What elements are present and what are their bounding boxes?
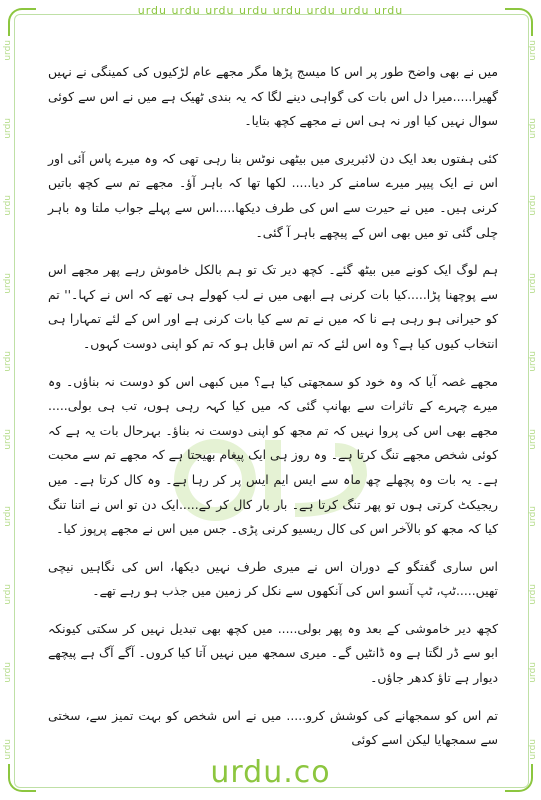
paragraph: کئی ہفتوں بعد ایک دن لائبریری میں بیٹھی نوٹس بنا رہی تھی کہ وہ میرے پاس آئی اور اس نے ایک پیپر میرے سامنے کر دیا..... لکھا تھا کہ باہر آؤ۔ مجھے تم سے کچھ باتیں کرنی ہیں۔ میں نے حیرت سے اس کی طرف دیکھا.....اس سے پہلے جواب ملتا وہ باہر چلی گئی تو میں بھی اس کے پیچھے باہر آ گئی۔ xyxy=(48,150,498,240)
side-label: urdu xyxy=(528,428,538,450)
side-label: urdu xyxy=(3,428,13,450)
side-label: urdu xyxy=(528,661,538,683)
side-label: urdu xyxy=(528,739,538,760)
paragraph: تم اس کو سمجھانے کی کوشش کرو..... میں نے اس شخص کو بہت تمیز سے، سختی سے سمجھایا لیکن اسے کوئی xyxy=(48,707,498,748)
right-side-band xyxy=(527,40,539,760)
side-label: urdu xyxy=(528,195,538,217)
side-label: urdu xyxy=(3,273,13,294)
side-label: urdu xyxy=(528,117,538,139)
paragraph: مجھے غصہ آیا کہ وہ خود کو سمجھتی کیا ہے؟ میں کبھی اس کو دوست نہ بناؤں۔ وہ میرے چہرے کے تاثرات سے بھانپ گئی کہ میں کیا کہہ رہی ہوں، تب ہی بولی..... مجھے بھی اس کی پروا نہیں کہ تم مجھ کو اپنی دوست نہ بناؤ۔ بہرحال بات یہ ہے کہ کوئی شخص مجھے تنگ کرتا ہے۔ وہ روز ہی ایک پیغام بھیجتا ہے کہ مجھے تم سے محبت ہے۔ یہ بات وہ پچھلے چھ ماہ سے ایس ایم ایس پر کر رہا ہے۔ وہ کال کرتا ہے۔ میں ریجیکٹ کرتی ہوں تو پھر تنگ کرتا ہے۔ بار بار کال کر کے.....ایک دن تو اس نے اتنا تنگ کیا کہ مجھ کو بالآخر اس کی کال ریسیو کرنی پڑی۔ جس میں اس نے مجھے پرپوز کیا۔ xyxy=(48,373,498,537)
side-label: urdu xyxy=(528,350,538,372)
side-label: urdu xyxy=(528,583,538,605)
article-body xyxy=(48,60,498,766)
side-label: urdu xyxy=(3,350,13,372)
paragraph: کچھ دیر خاموشی کے بعد وہ پھر بولی..... میں کچھ بھی تبدیل نہیں کر سکتی کیونکہ ابو سے ڈر لگتا ہے وہ ڈانٹیں گے۔ میری سمجھ میں نہیں آتا کیا کروں۔ آگے آگ ہے پیچھے دیوار ہے تاؤ کدھر جاؤں۔ xyxy=(48,620,498,686)
side-label: urdu xyxy=(3,661,13,683)
side-label: urdu xyxy=(3,506,13,527)
paragraph: میں نے بھی واضح طور پر اس کا میسج پڑھا مگر مجھے عام لڑکیوں کی کمینگی نے نہیں گھیرا.....میرا دل اس بات کی گواہی دینے لگا کہ یہ بندی ٹھیک ہے میں نے اس سے کوئی سوال نہیں کیا اور نہ ہی اس نے مجھے کچھ بتایا۔ xyxy=(48,64,498,129)
side-label: urdu xyxy=(3,583,13,605)
side-label: urdu xyxy=(528,273,538,294)
side-label: urdu xyxy=(3,117,13,139)
paragraph: اس ساری گفتگو کے دوران اس نے میری طرف نہیں دیکھا، اس کی نگاہیں نیچی تھیں.....ٹپ، ٹپ آنسو اس کی آنکھوں سے نکل کر زمین میں جذب ہو رہے تھے۔ xyxy=(48,558,498,599)
left-side-band xyxy=(2,40,14,760)
side-label: urdu xyxy=(528,506,538,527)
side-label: urdu xyxy=(3,195,13,217)
side-label: urdu xyxy=(3,739,13,760)
site-footer-logo: urdu.co xyxy=(210,755,331,790)
paragraph: ہم لوگ ایک کونے میں بیٹھ گئے۔ کچھ دیر تک تو ہم بالکل خاموش رہے پھر مجھے اس سے پوچھنا پڑا.....کیا بات کرنی ہے ابھی میں نے لب کھولے ہی تھے کہ اس نے کہا۔'' تم کو حیرانی ہو رہی ہے نا کہ میں نے تم سے کیا بات کرنی ہے اور اس کے لئے تمہارا ہی انتخاب کیوں کیا ہے؟ وہ اس لئے کہ تم اس قابل ہو کہ تم کو اپنی دوست کہوں۔ xyxy=(48,262,498,351)
side-label: urdu xyxy=(3,40,13,61)
header-band: urdu urdu urdu urdu urdu urdu urdu urdu xyxy=(137,4,404,17)
side-label: urdu xyxy=(528,40,538,61)
